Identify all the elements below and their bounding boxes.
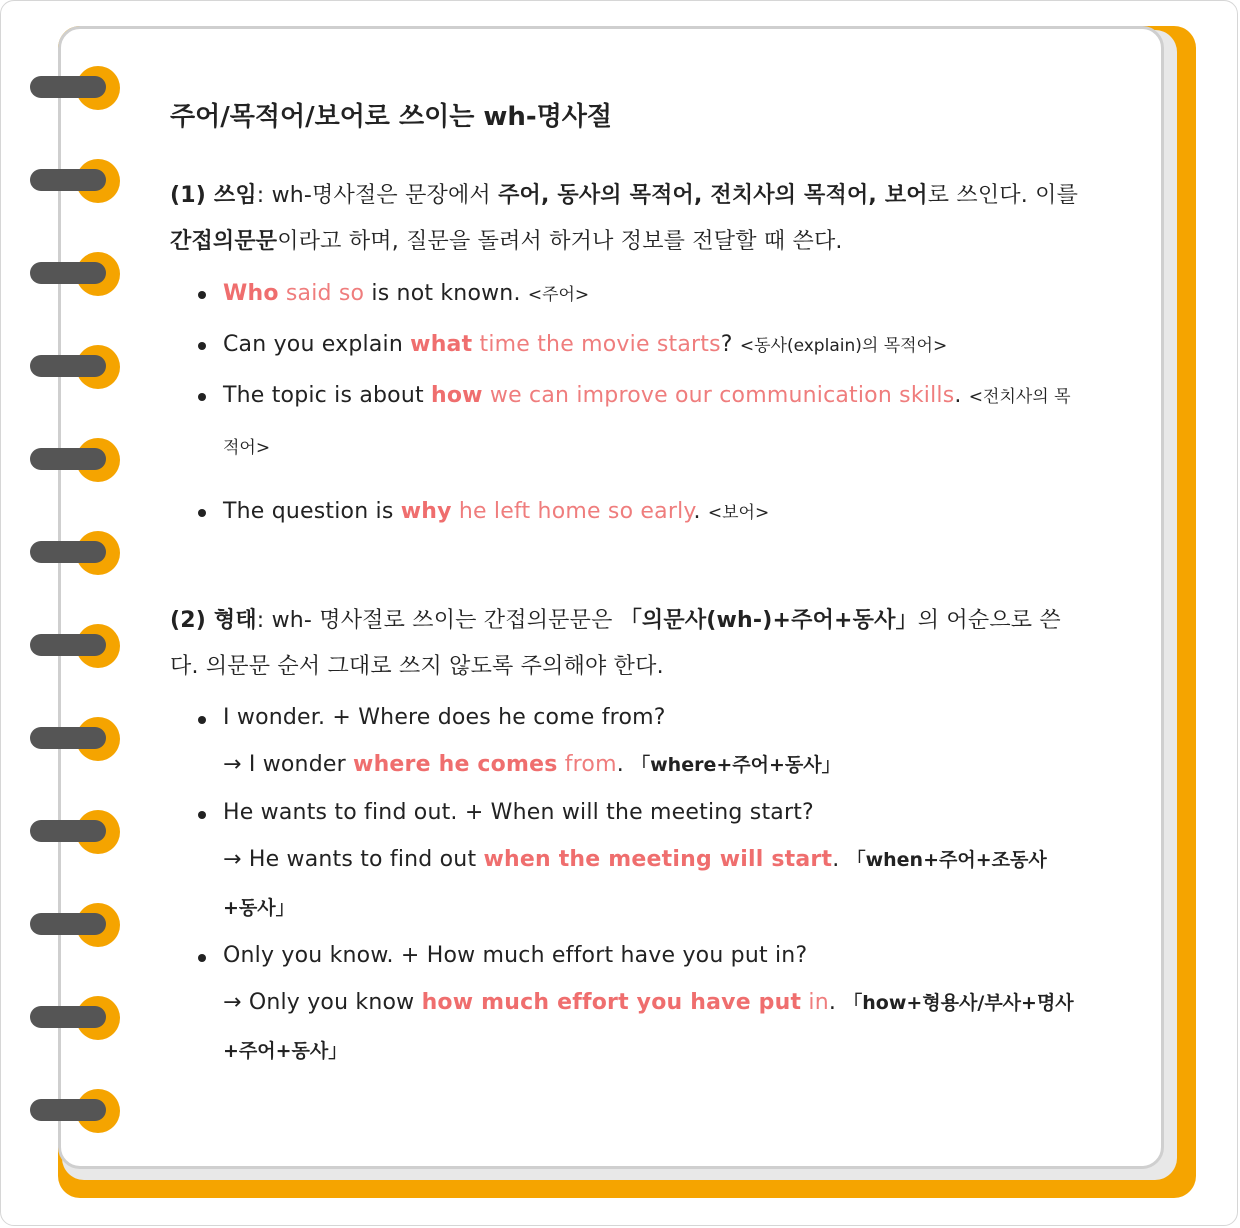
- list-item: I wonder. + Where does he come from? → I wonder where he comes from. 「where+주어+동사」: [223, 694, 1080, 789]
- role-tag: <보어>: [707, 503, 770, 523]
- spiral-ring: [30, 345, 122, 389]
- spiral-ring: [30, 996, 122, 1040]
- spiral-ring: [30, 159, 122, 203]
- structure-formula: 「how+형용사/부사+명사+주어+동사」: [223, 992, 1074, 1062]
- spiral-ring: [30, 438, 122, 482]
- spiral-ring: [30, 717, 122, 761]
- spiral-ring: [30, 903, 122, 947]
- list-item: Who said so is not known. <주어>: [223, 269, 1080, 320]
- section2-label: (2) 형태: [170, 608, 257, 633]
- section2-description: (2) 형태: wh- 명사절로 쓰이는 간접의문문은 「의문사(wh-)+주어+동사」의 어순으로 쓴다. 의문문 순서 그대로 쓰지 않도록 주의해야 한다.: [170, 608, 1061, 679]
- structure-formula: 「when+주어+조동사+동사」: [223, 849, 1047, 919]
- spiral-ring: [30, 252, 122, 296]
- section2-examples: [170, 694, 1080, 1075]
- section1-examples: [170, 269, 1080, 538]
- role-tag: <동사(explain)의 목적어>: [739, 336, 948, 356]
- role-tag: <주어>: [527, 285, 590, 305]
- structure-formula: 「where+주어+동사」: [631, 754, 841, 776]
- list-item: Can you explain what time the movie starts? <동사(explain)의 목적어>: [223, 320, 1080, 371]
- spiral-ring: [30, 531, 122, 575]
- spiral-ring: [30, 810, 122, 854]
- spiral-ring: [30, 624, 122, 668]
- list-item: The topic is about how we can improve our communication skills. <전치사의 목적어>: [223, 371, 1080, 473]
- list-item: Only you know. + How much effort have you put in? → Only you know how much effort you have put in. 「how+형용사/부사+명사+주어+동사」: [223, 932, 1080, 1075]
- page-title: 주어/목적어/보어로 쓰이는 wh-명사절: [170, 102, 613, 132]
- section1-label: (1) 쓰임: [170, 183, 257, 208]
- role-tag: <전치사의 목적어>: [223, 387, 1071, 458]
- note-content: [170, 96, 1080, 1075]
- spiral-ring: [30, 1089, 122, 1133]
- section1-description: (1) 쓰임: wh-명사절은 문장에서 주어, 동사의 목적어, 전치사의 목적어, 보어로 쓰인다. 이를 간접의문문이라고 하며, 질문을 돌려서 하거나 정보를 전달할 때 쓴다.: [170, 183, 1079, 254]
- spiral-ring: [30, 66, 122, 110]
- list-item: He wants to find out. + When will the meeting start? → He wants to find out when the meeting will start. 「when+주어+조동사+동사」: [223, 789, 1080, 932]
- list-item: The question is why he left home so early. <보어>: [223, 487, 1080, 538]
